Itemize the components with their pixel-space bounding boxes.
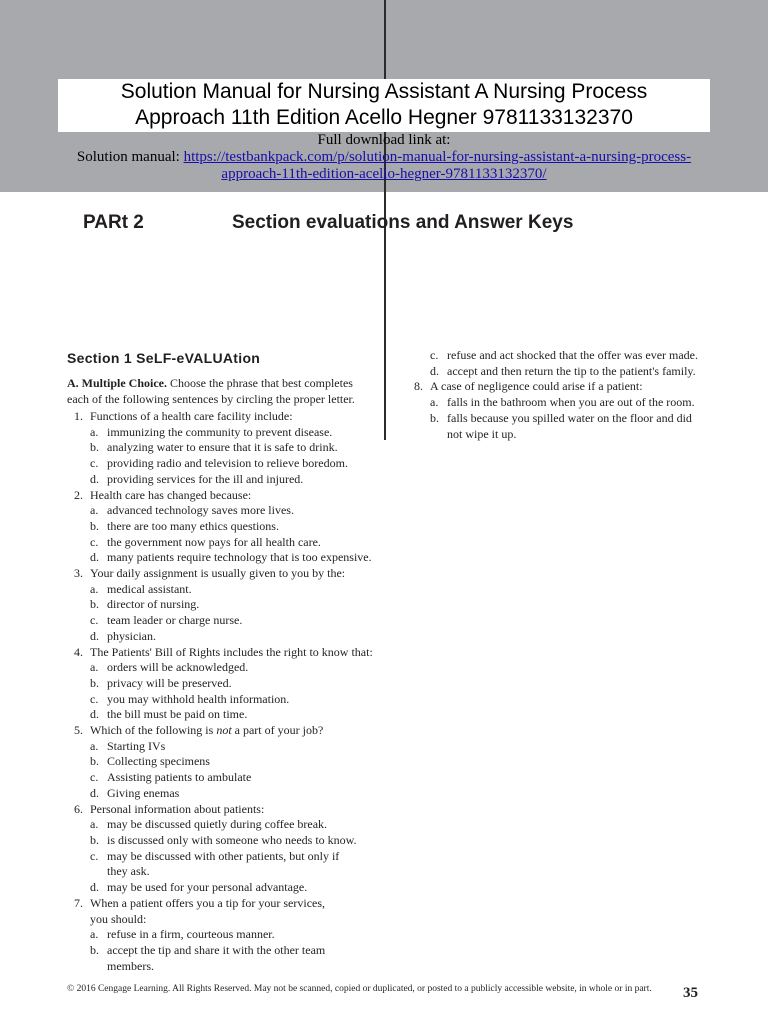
questions-right-column <box>407 348 698 442</box>
answer-option <box>67 582 373 598</box>
answer-option <box>67 927 373 943</box>
answer-option <box>67 676 373 692</box>
question-stem: Personal information about patients: <box>90 801 265 816</box>
option-text: may be discussed quietly during coffee break. <box>107 817 328 832</box>
questions-left-column <box>67 409 373 974</box>
answer-option <box>67 440 373 456</box>
question-number: 6. <box>74 801 83 816</box>
question-stem: Which of the following is not a part of your job? <box>90 723 324 738</box>
option-letter: b. <box>90 832 99 847</box>
answer-option <box>67 425 373 441</box>
option-text: falls because you spilled water on the floor and did <box>447 410 692 425</box>
question-item <box>67 566 373 582</box>
answer-option <box>67 503 373 519</box>
option-letter: a. <box>90 581 99 596</box>
option-text: the bill must be paid on time. <box>107 707 248 722</box>
answer-option <box>407 411 698 442</box>
option-letter: a. <box>90 660 99 675</box>
part-label: PARt 2 <box>83 212 144 233</box>
answer-option <box>67 692 373 708</box>
option-text: advanced technology saves more lives. <box>107 503 294 518</box>
option-letter: d. <box>90 628 99 643</box>
option-text: privacy will be preserved. <box>107 675 232 690</box>
download-link-line-2 <box>0 166 768 183</box>
option-letter: d. <box>90 880 99 895</box>
question-item <box>67 409 373 425</box>
download-link-continued[interactable]: approach-11th-edition-acello-hegner-9781133132370/ <box>221 166 547 182</box>
answer-option <box>67 550 373 566</box>
copyright-notice: © 2016 Cengage Learning. All Rights Reserved. May not be scanned, copied or duplicated, or posted to a publicly accessible website, in whole or in part. <box>67 984 652 994</box>
option-text: refuse in a firm, courteous manner. <box>107 927 275 942</box>
instructions-lead: A. Multiple Choice. <box>67 376 167 390</box>
page-number: 35 <box>683 985 698 1001</box>
option-letter: b. <box>430 410 439 425</box>
question-stem: you should: <box>90 911 147 926</box>
option-text: they ask. <box>107 864 150 879</box>
question-stem: Your daily assignment is usually given to you by the: <box>90 566 346 581</box>
title-line-2: Approach 11th Edition Acello Hegner 9781133132370 <box>135 106 633 129</box>
option-letter: d. <box>90 707 99 722</box>
question-stem: A case of negligence could arise if a patient: <box>430 379 643 394</box>
option-text: may be used for your personal advantage. <box>107 880 308 895</box>
question-number: 3. <box>74 566 83 581</box>
emphasis-not: not <box>216 723 232 738</box>
question-item <box>67 488 373 504</box>
solution-label: Solution manual: <box>76 149 184 165</box>
option-text: team leader or charge nurse. <box>107 613 243 628</box>
option-text: refuse and act shocked that the offer was ever made. <box>447 348 698 362</box>
option-letter: b. <box>90 597 99 612</box>
option-letter: a. <box>90 927 99 942</box>
question-number: 7. <box>74 895 83 910</box>
option-letter: b. <box>90 440 99 455</box>
answer-option <box>67 770 373 786</box>
title-box <box>58 79 710 132</box>
option-text: the government now pays for all health care. <box>107 534 321 549</box>
download-link-line-1 <box>0 149 768 166</box>
option-text: immunizing the community to prevent disease. <box>107 424 333 439</box>
answer-option <box>67 660 373 676</box>
option-letter: a. <box>90 817 99 832</box>
answer-option <box>67 629 373 645</box>
question-number: 8. <box>414 379 423 394</box>
option-text: there are too many ethics questions. <box>107 518 279 533</box>
answer-option <box>67 472 373 488</box>
question-item <box>67 645 373 661</box>
option-text: analyzing water to ensure that it is safe to drink. <box>107 440 338 455</box>
section-instructions <box>67 375 372 407</box>
option-text: Giving enemas <box>107 785 180 800</box>
answer-option <box>407 395 698 411</box>
option-letter: c. <box>90 770 99 785</box>
part-title: Section evaluations and Answer Keys <box>232 212 574 233</box>
option-text: providing radio and television to relieve boredom. <box>107 456 348 471</box>
answer-option <box>407 348 698 364</box>
option-text: providing services for the ill and injured. <box>107 471 304 486</box>
answer-option <box>67 833 373 849</box>
question-stem: The Patients' Bill of Rights includes the right to know that: <box>90 644 373 659</box>
option-letter: a. <box>430 395 439 410</box>
section-heading: Section 1 SeLF-eVALUAtion <box>67 350 261 366</box>
download-label: Full download link at: <box>317 132 451 148</box>
option-text: Assisting patients to ambulate <box>107 770 252 785</box>
answer-option <box>67 456 373 472</box>
option-letter: d. <box>90 471 99 486</box>
download-area <box>0 132 768 192</box>
answer-option <box>67 739 373 755</box>
option-text: orders will be acknowledged. <box>107 660 249 675</box>
question-item <box>67 723 373 739</box>
download-link[interactable]: https://testbankpack.com/p/solution-manual-for-nursing-assistant-a-nursing-process- <box>183 149 692 165</box>
option-letter: c. <box>430 348 439 362</box>
option-text: physician. <box>107 628 156 643</box>
option-text: accept the tip and share it with the other team <box>107 942 326 957</box>
option-text: many patients require technology that is too expensive. <box>107 550 372 565</box>
option-text: Starting IVs <box>107 738 166 753</box>
option-letter: c. <box>90 691 99 706</box>
option-text: falls in the bathroom when you are out of the room. <box>447 395 695 410</box>
option-text: is discussed only with someone who needs to know. <box>107 832 357 847</box>
instructions-text: Choose the phrase that best completes each of the following sentences by circling the proper letter. <box>67 376 355 406</box>
answer-option <box>67 786 373 802</box>
question-number: 4. <box>74 644 83 659</box>
option-text: you may withhold health information. <box>107 691 290 706</box>
answer-option <box>67 535 373 551</box>
option-letter: b. <box>90 754 99 769</box>
question-number: 1. <box>74 409 83 423</box>
title-line-1: Solution Manual for Nursing Assistant A Nursing Process <box>120 80 648 103</box>
option-text: members. <box>107 958 154 973</box>
answer-option <box>67 597 373 613</box>
option-letter: c. <box>90 456 99 471</box>
option-letter: c. <box>90 534 99 549</box>
option-text: accept and then return the tip to the patient's family. <box>447 363 696 378</box>
answer-option <box>407 364 698 380</box>
question-item <box>407 379 698 395</box>
option-letter: a. <box>90 424 99 439</box>
question-stem: Functions of a health care facility include: <box>90 409 293 423</box>
option-text: not wipe it up. <box>447 426 517 441</box>
question-number: 5. <box>74 723 83 738</box>
option-letter: d. <box>90 550 99 565</box>
answer-option <box>67 519 373 535</box>
option-text: medical assistant. <box>107 581 192 596</box>
question-item <box>67 896 373 927</box>
question-stem: Health care has changed because: <box>90 487 252 502</box>
option-letter: b. <box>90 518 99 533</box>
option-text: Collecting specimens <box>107 754 210 769</box>
option-letter: c. <box>90 848 99 863</box>
answer-option <box>67 754 373 770</box>
option-letter: a. <box>90 738 99 753</box>
answer-option <box>67 849 373 880</box>
answer-option <box>67 880 373 896</box>
question-stem: When a patient offers you a tip for your services, <box>90 895 326 910</box>
option-letter: c. <box>90 613 99 628</box>
question-item <box>67 802 373 818</box>
question-number: 2. <box>74 487 83 502</box>
option-letter: a. <box>90 503 99 518</box>
option-letter: d. <box>90 785 99 800</box>
option-text: may be discussed with other patients, but only if <box>107 848 340 863</box>
option-letter: d. <box>430 363 439 378</box>
answer-option <box>67 707 373 723</box>
option-letter: b. <box>90 675 99 690</box>
option-letter: b. <box>90 942 99 957</box>
option-text: director of nursing. <box>107 597 200 612</box>
answer-option <box>67 943 373 974</box>
answer-option <box>67 817 373 833</box>
answer-option <box>67 613 373 629</box>
